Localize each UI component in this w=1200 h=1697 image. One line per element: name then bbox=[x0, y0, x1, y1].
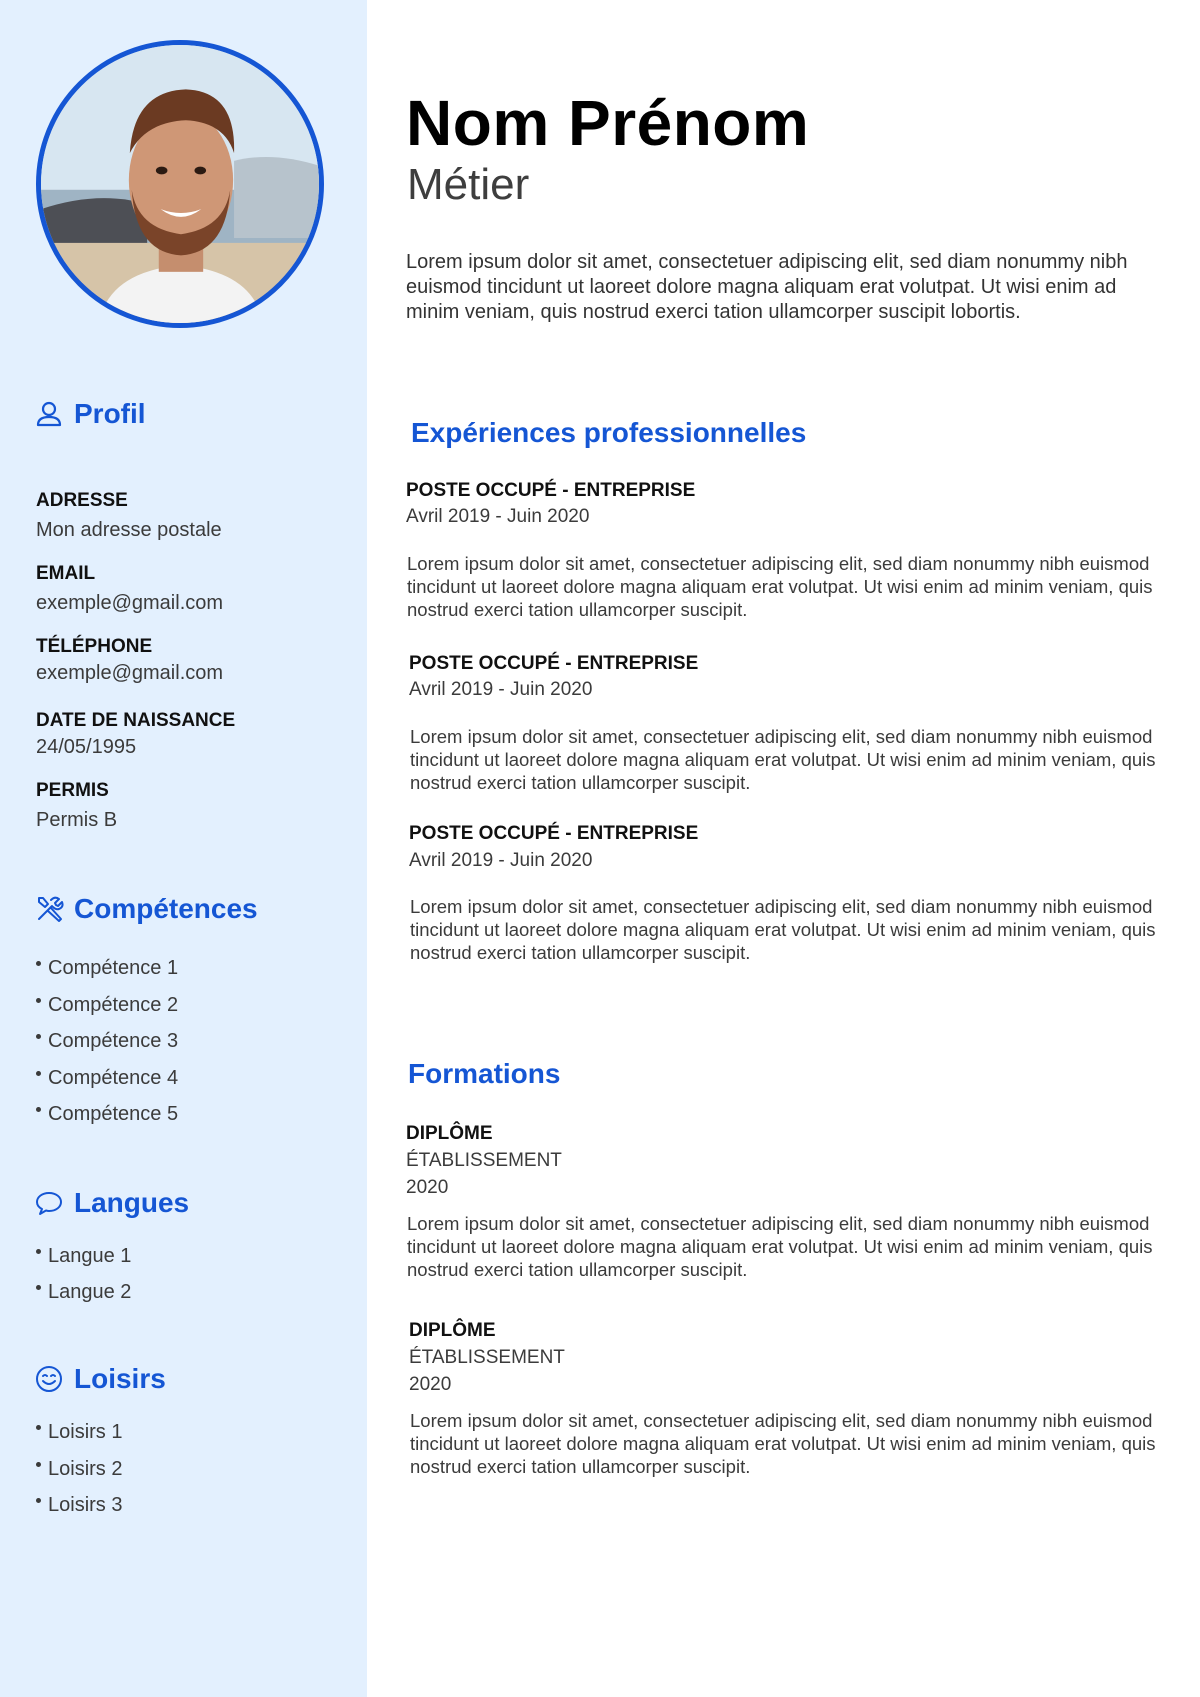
license-value: Permis B bbox=[36, 809, 118, 831]
experience-description: Lorem ipsum dolor sit amet, consectetuer adipiscing elit, sed diam nonummy nibh euismod tincidunt ut laoreet dolore magna aliquam erat volutpat. Ut wisi enim ad minim veniam, quis nostrud exerci tation ullamcorper suscipit. bbox=[410, 726, 1156, 793]
education-school: ÉTABLISSEMENT bbox=[409, 1347, 565, 1368]
list-item: Compétence 5 bbox=[34, 1096, 178, 1133]
experience-dates: Avril 2019 - Juin 2020 bbox=[409, 679, 593, 700]
education-description: Lorem ipsum dolor sit amet, consectetuer adipiscing elit, sed diam nonummy nibh euismod tincidunt ut laoreet dolore magna aliquam erat volutpat. Ut wisi enim ad minim veniam, quis nostrud exerci tation ullamcorper suscipit. bbox=[407, 1213, 1153, 1280]
hobbies-title: Loisirs bbox=[74, 1363, 166, 1394]
address-value: Mon adresse postale bbox=[36, 519, 222, 541]
skills-list bbox=[34, 950, 178, 1133]
list-item: Loisirs 1 bbox=[34, 1414, 122, 1451]
list-item: Compétence 2 bbox=[34, 987, 178, 1024]
portrait-illustration bbox=[41, 45, 319, 323]
sidebar bbox=[0, 0, 367, 1697]
education-degree: DIPLÔME bbox=[406, 1123, 493, 1144]
education-description: Lorem ipsum dolor sit amet, consectetuer adipiscing elit, sed diam nonummy nibh euismod tincidunt ut laoreet dolore magna aliquam erat volutpat. Ut wisi enim ad minim veniam, quis nostrud exerci tation ullamcorper suscipit. bbox=[410, 1410, 1156, 1477]
skills-section-title bbox=[34, 893, 258, 925]
education-year: 2020 bbox=[406, 1177, 449, 1198]
languages-section-title bbox=[34, 1187, 189, 1219]
list-item: Compétence 1 bbox=[34, 950, 178, 987]
license-label: PERMIS bbox=[36, 780, 109, 801]
list-item: Compétence 4 bbox=[34, 1060, 178, 1097]
list-item: Loisirs 2 bbox=[34, 1451, 122, 1488]
education-degree: DIPLÔME bbox=[409, 1320, 496, 1341]
job-title: Métier bbox=[407, 160, 530, 209]
experience-dates: Avril 2019 - Juin 2020 bbox=[409, 850, 593, 871]
education-section-title: Formations bbox=[408, 1058, 561, 1089]
experience-dates: Avril 2019 - Juin 2020 bbox=[406, 506, 590, 527]
address-label: ADRESSE bbox=[36, 490, 128, 511]
speech-bubble-icon bbox=[34, 1188, 64, 1218]
experience-title: POSTE OCCUPÉ - ENTREPRISE bbox=[406, 480, 696, 501]
full-name: Nom Prénom bbox=[406, 87, 810, 159]
email-label: EMAIL bbox=[36, 563, 96, 584]
list-item: Langue 2 bbox=[34, 1274, 131, 1310]
hobbies-section-title bbox=[34, 1363, 166, 1395]
experience-description: Lorem ipsum dolor sit amet, consectetuer adipiscing elit, sed diam nonummy nibh euismod tincidunt ut laoreet dolore magna aliquam erat volutpat. Ut wisi enim ad minim veniam, quis nostrud exerci tation ullamcorper suscipit. bbox=[410, 896, 1156, 963]
birthdate-value: 24/05/1995 bbox=[36, 736, 137, 758]
experience-description: Lorem ipsum dolor sit amet, consectetuer adipiscing elit, sed diam nonummy nibh euismod tincidunt ut laoreet dolore magna aliquam erat volutpat. Ut wisi enim ad minim veniam, quis nostrud exerci tation ullamcorper suscipit. bbox=[407, 553, 1153, 620]
phone-label: TÉLÉPHONE bbox=[36, 636, 153, 657]
education-year: 2020 bbox=[409, 1374, 452, 1395]
tools-icon bbox=[34, 894, 64, 924]
profile-title: Profil bbox=[74, 398, 146, 429]
skills-title: Compétences bbox=[74, 893, 258, 924]
user-icon bbox=[34, 399, 64, 429]
experience-title: POSTE OCCUPÉ - ENTREPRISE bbox=[409, 653, 699, 674]
intro-text: Lorem ipsum dolor sit amet, consectetuer adipiscing elit, sed diam nonummy nibh euismod tincidunt ut laoreet dolore magna aliquam erat volutpat. Ut wisi enim ad minim veniam, quis nostrud exerci tation ullamcorper suscipit lobortis. bbox=[406, 251, 1128, 323]
hobbies-list bbox=[34, 1414, 122, 1524]
education-school: ÉTABLISSEMENT bbox=[406, 1150, 562, 1171]
list-item: Compétence 3 bbox=[34, 1023, 178, 1060]
list-item: Langue 1 bbox=[34, 1238, 131, 1274]
smiley-icon bbox=[34, 1364, 64, 1394]
birthdate-label: DATE DE NAISSANCE bbox=[36, 710, 236, 731]
languages-list bbox=[34, 1238, 131, 1310]
experience-section-title: Expériences professionnelles bbox=[411, 417, 807, 448]
languages-title: Langues bbox=[74, 1187, 190, 1218]
phone-value: exemple@gmail.com bbox=[36, 662, 224, 684]
experience-title: POSTE OCCUPÉ - ENTREPRISE bbox=[409, 823, 699, 844]
profile-section-title bbox=[34, 398, 146, 430]
list-item: Loisirs 3 bbox=[34, 1487, 122, 1524]
email-value: exemple@gmail.com bbox=[36, 592, 224, 614]
profile-photo bbox=[36, 40, 324, 328]
